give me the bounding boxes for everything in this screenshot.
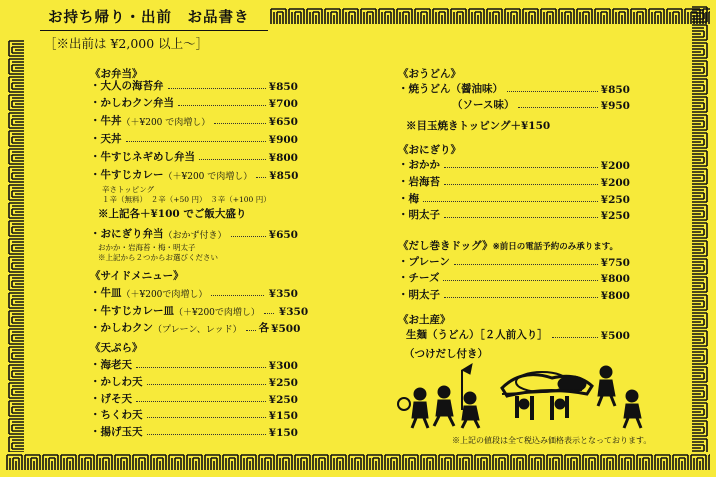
menu-item: ・焼うどん（醤油味） ¥850 xyxy=(398,83,630,96)
onigiri-choices: おかか・岩海苔・梅・明太子 xyxy=(98,243,196,252)
menu-item: ・揚げ玉天 ¥150 xyxy=(90,426,298,439)
menu-item: 生麺（うどん）［２人前入り］ ¥500 xyxy=(406,329,630,342)
extra-rice-note: ※上記各＋¥100 でご飯大盛り xyxy=(98,208,247,220)
bento-heading: 《お弁当》 xyxy=(90,68,143,80)
border-pattern-right xyxy=(688,6,710,452)
menu-item: ・牛すじネギめし弁当 ¥800 xyxy=(90,151,298,164)
spice-title: 辛さトッピング xyxy=(102,185,155,194)
border-pattern-left xyxy=(6,40,26,452)
menu-item: ・げそ天 ¥250 xyxy=(90,393,298,406)
menu-item: ・かしわクン弁当 ¥700 xyxy=(90,97,298,110)
souvenir-heading: 《お土産》 xyxy=(398,314,451,326)
menu-item: （ソース味） ¥950 xyxy=(452,99,630,112)
festival-illustration xyxy=(392,360,684,432)
menu-item: ・牛皿 （＋¥200で肉増し） ¥350 xyxy=(90,287,298,300)
menu-item: ・牛丼 （＋¥200 で肉増し） ¥650 xyxy=(90,115,298,128)
udon-heading: 《おうどん》 xyxy=(398,68,461,80)
delivery-minimum: ［※出前は ¥2,000 以上〜］ xyxy=(44,36,209,51)
price-footnote: ※上記の値段は全て税込み価格表示となっております。 xyxy=(452,436,652,445)
menu-item: ・かしわクン （プレーン、レッド） 各 ¥500 xyxy=(90,322,301,335)
menu-item: ・おかか ¥200 xyxy=(398,159,630,172)
tempura-heading: 《天ぷら》 xyxy=(90,342,143,354)
menu-item: ・海老天 ¥300 xyxy=(90,359,298,372)
souvenir-sub: （つけだし付き） xyxy=(404,348,488,360)
border-pattern-bottom xyxy=(6,452,710,472)
menu-item: ・プレーン ¥750 xyxy=(398,256,630,269)
menu-item: ・ちくわ天 ¥150 xyxy=(90,409,298,422)
menu-item: ・梅 ¥250 xyxy=(398,193,630,206)
menu-item: ・チーズ ¥800 xyxy=(398,272,630,285)
menu-item: ・牛すじカレー皿 （＋¥200で肉増し） ¥350 xyxy=(90,305,309,318)
menu-item: ・大人の海苔弁 ¥850 xyxy=(90,80,298,93)
dashimaki-heading: 《だし巻きドッグ》※前日の電話予約のみ承ります。 xyxy=(398,240,619,252)
menu-item: ・おにぎり弁当 （おかず付き） ¥650 xyxy=(90,228,298,241)
dashimaki-notice: ※前日の電話予約のみ承ります。 xyxy=(492,242,619,252)
menu-title: お持ち帰り・出前 お品書き xyxy=(48,9,250,26)
side-heading: 《サイドメニュー》 xyxy=(90,270,184,282)
menu-item: ・牛すじカレー （＋¥200 で肉増し） ¥850 xyxy=(90,169,299,182)
border-pattern-top xyxy=(270,6,710,26)
menu-item: ・岩海苔 ¥200 xyxy=(398,176,630,189)
menu-item: ・明太子 ¥250 xyxy=(398,209,630,222)
onigiri-heading: 《おにぎり》 xyxy=(398,144,461,156)
title-divider xyxy=(40,30,268,31)
menu-item: ・かしわ天 ¥250 xyxy=(90,376,298,389)
spice-levels: １辛（無料） ２辛（+50 円） ３辛（+100 円） xyxy=(102,195,271,204)
onigiri-pick-note: ※上記から２つからお選びください xyxy=(98,253,218,262)
menu-item: ・天丼 ¥900 xyxy=(90,133,298,146)
menu-item: ・明太子 ¥800 xyxy=(398,289,630,302)
udon-topping-note: ※目玉焼きトッピング＋¥150 xyxy=(406,120,551,132)
